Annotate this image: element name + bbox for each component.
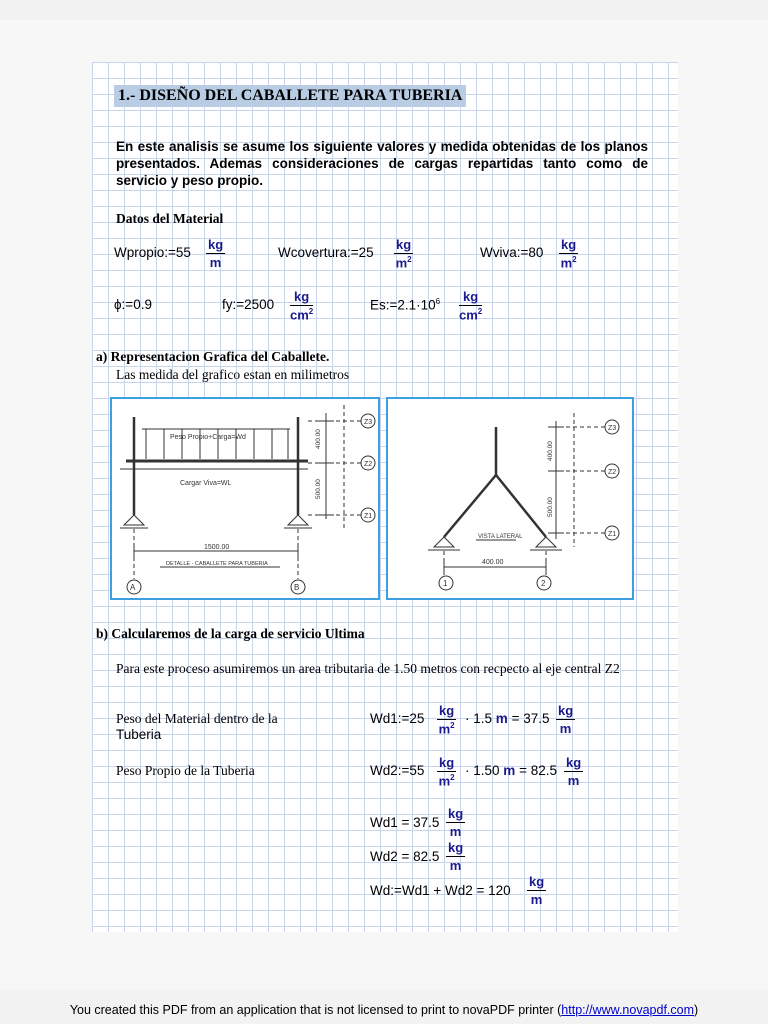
wpropio-eq: Wpropio:=55 <box>114 245 191 260</box>
wd-total-unit: $\frac{kg}{m}$ <box>529 874 545 907</box>
z3-label: Z3 <box>364 419 373 426</box>
side-z3-label: Z3 <box>608 425 617 432</box>
wd2-eq-b: · 1.50 m = 82.5 <box>465 763 557 778</box>
intro-paragraph: En este analisis se asume los siguiente valores y medida obtenidas de los planos presentados. Ademas consideraciones de cargas repartidas tanto como de servicio y peso propio. <box>116 139 648 188</box>
axis-2-label: 2 <box>541 579 546 588</box>
section-b-heading: b) Calcularemos de la carga de servicio Ultima <box>96 626 365 641</box>
section-a-subtitle: Las medida del grafico estan en milimetros <box>116 367 350 382</box>
wd-total-result: Wd:=Wd1 + Wd2 = 120 <box>370 883 511 898</box>
wd1-unit-1: $\frac{kg}{m^2}$ <box>438 703 455 737</box>
caballete-front-figure <box>110 397 380 600</box>
novapdf-footer: You created this PDF from an application that is not licensed to print to novaPDF printer (http://www.novapdf.com) <box>69 1003 699 1017</box>
axis-a-label: A <box>130 583 136 592</box>
wd1-eq-a: Wd1:=25 <box>370 711 425 726</box>
dim-500-label: 500.00 <box>315 479 322 499</box>
wd2-eq-a: Wd2:=55 <box>370 763 425 778</box>
dead-load-label: Peso Propio+Carga=Wd <box>170 434 246 441</box>
novapdf-link[interactable]: http://www.novapdf.com <box>561 1003 694 1017</box>
side-dim-span-label: 400.00 <box>482 559 504 566</box>
side-view-drawing <box>388 399 632 598</box>
live-load-label: Cargar Viva=WL <box>180 480 232 487</box>
dim-400-label: 400.00 <box>315 429 322 449</box>
z1-label: Z1 <box>364 513 373 520</box>
wd2-unit-2: $\frac{kg}{m}$ <box>566 755 582 788</box>
z2-label: Z2 <box>364 461 373 468</box>
dim-1500-label: 1500.00 <box>204 544 230 551</box>
wpropio-unit: $\frac{kg}{m}$ <box>208 237 224 270</box>
wd1-result: Wd1 = 37.5 <box>370 815 440 830</box>
wviva-eq: Wviva:=80 <box>480 245 544 260</box>
fy-unit: $\frac{kg}{cm^2}$ <box>290 289 314 323</box>
wd1-result-unit: $\frac{kg}{m}$ <box>448 806 464 839</box>
axis-b-label: B <box>294 583 300 592</box>
caballete-side-figure <box>386 397 634 600</box>
row1-label-line1: Peso del Material dentro de la <box>116 711 278 726</box>
side-z2-label: Z2 <box>608 469 617 476</box>
section-b-paragraph: Para este proceso asumiremos un area tributaria de 1.50 metros con recpecto al eje central Z2 <box>116 661 620 676</box>
row1-label-line2: Tuberia <box>116 727 162 742</box>
wd2-result-unit: $\frac{kg}{m}$ <box>448 840 464 873</box>
es-eq: $Es:=2.1\cdot 10^6$ <box>370 297 441 313</box>
wviva-unit: $\frac{kg}{m^2}$ <box>560 237 577 271</box>
wd2-result: Wd2 = 82.5 <box>370 849 440 864</box>
wd1-eq-b: · 1.5 m = 37.5 <box>465 711 550 726</box>
wcobertura-unit: $\frac{kg}{m^2}$ <box>395 237 412 271</box>
side-caption: VISTA LATERAL <box>478 534 523 540</box>
page-title: 1.- DISEÑO DEL CABALLETE PARA TUBERIA <box>114 85 466 107</box>
axis-1-label: 1 <box>443 579 448 588</box>
phi-eq: ϕ:=0.9 <box>114 297 152 312</box>
side-z1-label: Z1 <box>608 531 617 538</box>
wd1-unit-2: $\frac{kg}{m}$ <box>558 703 574 736</box>
front-caption: DETALLE - CABALLETE PARA TUBERIA <box>166 561 268 567</box>
fy-eq: fy:=2500 <box>222 297 275 312</box>
row2-label: Peso Propio de la Tuberia <box>116 763 255 778</box>
wcobertura-eq: Wcovertura:=25 <box>278 245 374 260</box>
front-view-drawing <box>112 399 378 598</box>
side-dim-500-label: 500.00 <box>547 497 554 517</box>
material-heading: Datos del Material <box>116 211 224 226</box>
section-a-heading: a) Representacion Grafica del Caballete. <box>96 349 330 364</box>
wd2-unit-1: $\frac{kg}{m^2}$ <box>438 755 455 789</box>
side-dim-400-label: 400.00 <box>547 441 554 461</box>
es-unit: $\frac{kg}{cm^2}$ <box>459 289 483 323</box>
